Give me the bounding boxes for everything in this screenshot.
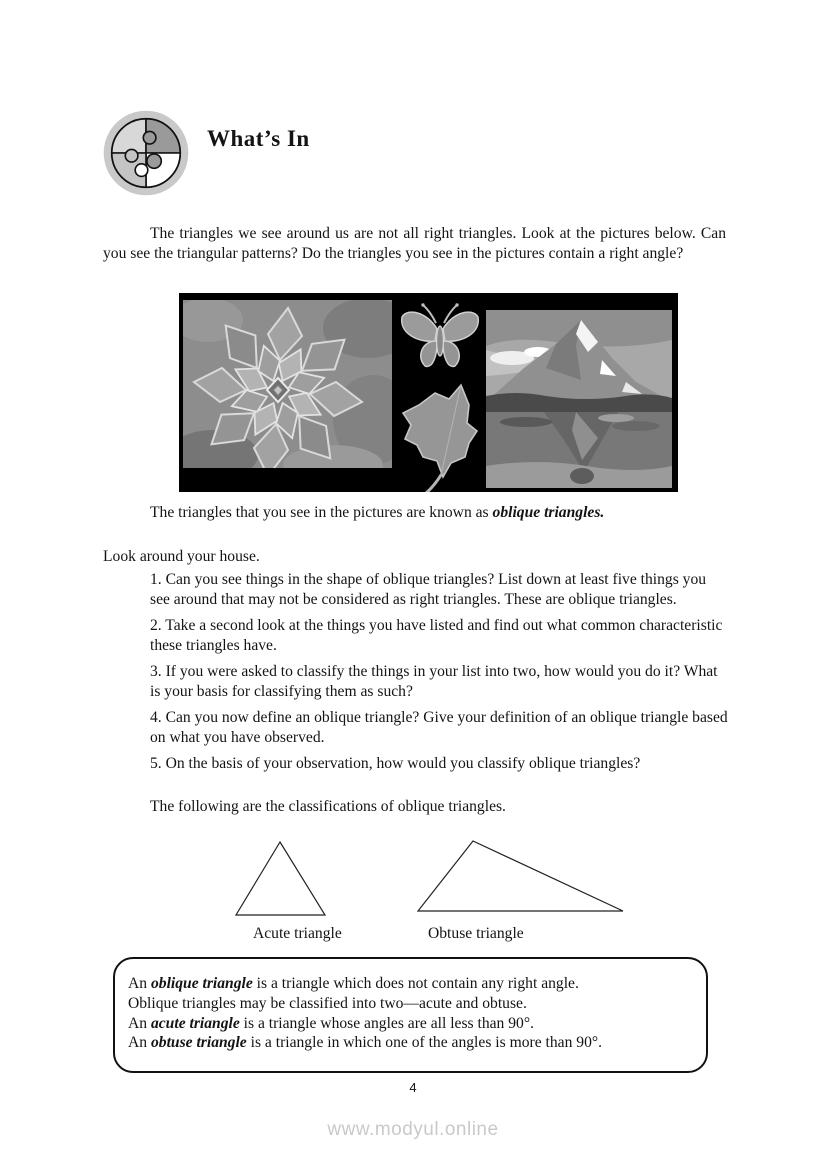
acute-triangle-label: Acute triangle xyxy=(253,925,342,942)
activity-lead: Look around your house. xyxy=(103,548,260,565)
activity-question-3: 3. If you were asked to classify the things in your list into two, how would you do it? What is your basis for classifying them as such? xyxy=(150,663,718,700)
intro-paragraph: The triangles we see around us are not all right triangles. Look at the pictures below. Can you see the triangular patterns? Do the triangles you see in the pictures contain a right angle? xyxy=(103,225,726,262)
definition-line-4: An obtuse triangle is a triangle in which one of the angles is more than 90°. xyxy=(128,1034,602,1052)
activity-question-5: 5. On the basis of your observation, how would you classify oblique triangles? xyxy=(150,755,641,772)
caption-emphasis: oblique triangles. xyxy=(492,504,605,521)
definition-line-1: An oblique triangle is a triangle which does not contain any right angle. xyxy=(128,975,579,992)
obtuse-triangle-shape xyxy=(418,841,623,911)
activity-question-4: 4. Can you now define an oblique triangle? Give your definition of an oblique triangle based on what you have observed. xyxy=(150,709,728,746)
succulent-rosette-photo xyxy=(179,298,413,485)
definition-line-2: Oblique triangles may be classified into two—acute and obtuse. xyxy=(128,994,527,1012)
caption-text: The triangles that you see in the pictures are known as xyxy=(150,504,493,521)
obtuse-triangle-label: Obtuse triangle xyxy=(428,925,524,942)
classification-intro: The following are the classifications of oblique triangles. xyxy=(150,798,506,815)
watermark: www.modyul.online xyxy=(327,1119,499,1140)
activity-question-2: 2. Take a second look at the things you have listed and find out what common characteristic these triangles have. xyxy=(150,617,723,654)
activity-question-1: 1. Can you see things in the shape of oblique triangles? List down at least five things you see around that may not be considered as right triangles. These are oblique triangles. xyxy=(150,571,707,608)
mountain-lake-reflection-photo xyxy=(486,310,672,488)
page-number: 4 xyxy=(409,1080,417,1095)
definition-box xyxy=(113,957,708,1073)
definition-line-3: An acute triangle is a triangle whose angles are all less than 90°. xyxy=(128,1014,534,1032)
oblique-triangle-pictures xyxy=(179,293,678,492)
acute-triangle-shape xyxy=(236,842,325,915)
puzzle-pieces-icon xyxy=(101,108,191,198)
pictures-caption xyxy=(150,504,604,522)
section-title: What’s In xyxy=(207,126,310,151)
activity-question-list xyxy=(150,570,729,780)
triangle-figures xyxy=(230,836,630,918)
